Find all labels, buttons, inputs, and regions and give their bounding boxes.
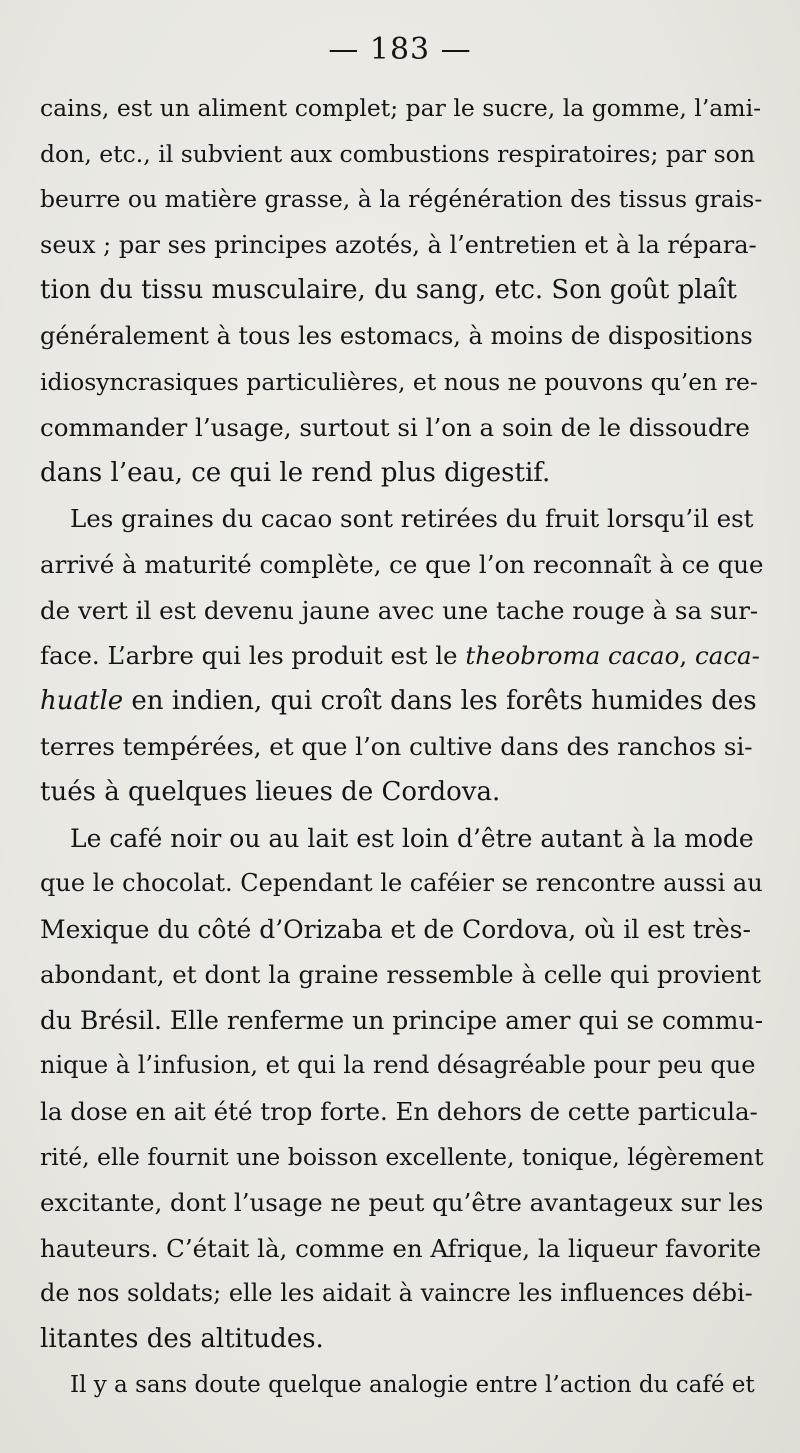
body-text bbox=[40, 86, 764, 1408]
text-line: de vert il est devenu jaune avec une tache rouge à sa sur- bbox=[40, 595, 759, 625]
text-line: la dose en ait été trop forte. En dehors de cette particula- bbox=[40, 1097, 758, 1127]
text-line: litantes des altitudes. bbox=[40, 1324, 324, 1355]
text-line: seux ; par ses principes azotés, à l’entretien et à la répara- bbox=[40, 230, 757, 259]
text-line: de nos soldats; elle les aidait à vaincre les influences débi- bbox=[40, 1279, 753, 1308]
text-line: excitante, dont l’usage ne peut qu’être avantageux sur les bbox=[40, 1188, 764, 1218]
text-line: Les graines du cacao sont retirées du fruit lorsqu’il est bbox=[70, 504, 754, 534]
text-line: Le café noir ou au lait est loin d’être autant à la mode bbox=[70, 823, 754, 853]
page-number: — 183 — bbox=[328, 32, 472, 67]
text-line: commander l’usage, surtout si l’on a soin de le dissoudre bbox=[40, 413, 750, 443]
text-line: Mexique du côté d’Orizaba et de Cordova, où il est très- bbox=[40, 914, 751, 944]
text-line: du Brésil. Elle renferme un principe amer qui se commu- bbox=[40, 1005, 764, 1035]
text-line: face. L’arbre qui les produit est le theobroma cacao, caca- bbox=[40, 641, 760, 671]
text-line: que le chocolat. Cependant le caféier se rencontre aussi au bbox=[40, 869, 763, 898]
text-line: dans l’eau, ce qui le rend plus digestif. bbox=[40, 457, 551, 488]
text-line: nique à l’infusion, et qui la rend désagréable pour peu que bbox=[40, 1051, 756, 1080]
paragraph bbox=[40, 1363, 764, 1409]
text-line: arrivé à maturité complète, ce que l’on reconnaît à ce que bbox=[40, 549, 764, 579]
text-line: Il y a sans doute quelque analogie entre l’action du café et bbox=[70, 1371, 755, 1398]
paragraph bbox=[40, 496, 764, 815]
text-line: tués à quelques lieues de Cordova. bbox=[40, 776, 501, 807]
paragraph bbox=[40, 86, 764, 496]
text-line: terres tempérées, et que l’on cultive dans des ranchos si- bbox=[40, 732, 753, 762]
text-line: généralement à tous les estomacs, à moins de dispositions bbox=[40, 321, 753, 350]
text-line: huatle en indien, qui croît dans les forêts humides des bbox=[40, 685, 757, 716]
text-line: idiosyncrasiques particulières, et nous ne pouvons qu’en re- bbox=[40, 367, 758, 396]
text-line: rité, elle fournit une boisson excellente, tonique, légèrement bbox=[40, 1142, 764, 1171]
text-line: abondant, et dont la graine ressemble à celle qui provient bbox=[40, 960, 761, 990]
text-line: hauteurs. C’était là, comme en Afrique, la liqueur favorite bbox=[40, 1233, 762, 1263]
text-line: don, etc., il subvient aux combustions respiratoires; par son bbox=[40, 139, 755, 168]
paragraph bbox=[40, 816, 764, 1363]
text-line: beurre ou matière grasse, à la régénération des tissus grais- bbox=[40, 185, 763, 214]
text-line: tion du tissu musculaire, du sang, etc. Son goût plaît bbox=[40, 275, 737, 306]
text-line: cains, est un aliment complet; par le sucre, la gomme, l’ami- bbox=[40, 94, 762, 122]
